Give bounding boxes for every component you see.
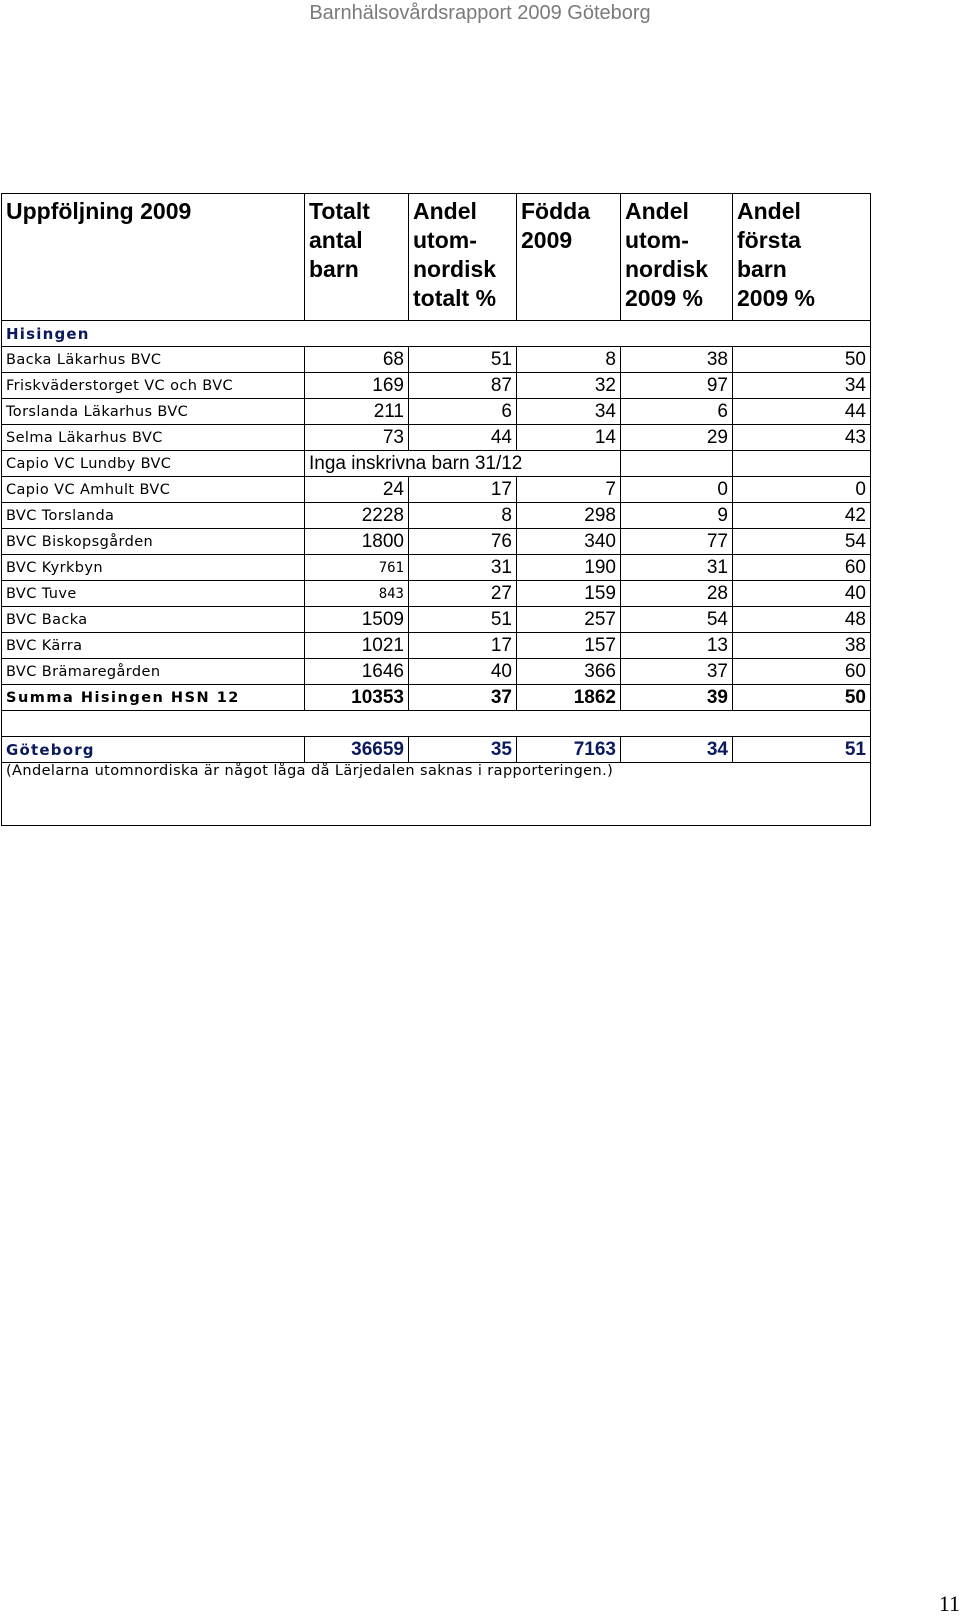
row-label: Friskväderstorget VC och BVC bbox=[2, 373, 305, 399]
table-cell: 14 bbox=[517, 425, 621, 451]
spacer-row bbox=[2, 711, 871, 737]
table-row bbox=[2, 425, 871, 451]
table-cell: 159 bbox=[517, 581, 621, 607]
table-cell: 44 bbox=[733, 399, 871, 425]
header-line: antal bbox=[309, 227, 363, 253]
table-cell: 48 bbox=[733, 607, 871, 633]
table-cell: 761 bbox=[305, 555, 409, 581]
table-row bbox=[2, 477, 871, 503]
table-cell: 298 bbox=[517, 503, 621, 529]
table-cell: 51 bbox=[409, 347, 517, 373]
table-cell: 40 bbox=[409, 659, 517, 685]
report-table bbox=[1, 193, 871, 826]
table-cell: 9 bbox=[621, 503, 733, 529]
spacer-cell bbox=[2, 711, 871, 737]
summary-cell: 10353 bbox=[305, 685, 409, 711]
table-cell: 38 bbox=[733, 633, 871, 659]
row-label: BVC Kärra bbox=[2, 633, 305, 659]
summary-label: Summa Hisingen HSN 12 bbox=[2, 685, 305, 711]
header-line: nordisk bbox=[625, 256, 709, 282]
table-row bbox=[2, 581, 871, 607]
header-andel-utomnordisk-2009 bbox=[621, 194, 733, 321]
total-cell: 34 bbox=[621, 737, 733, 763]
footnote-row bbox=[2, 763, 871, 826]
table-cell: 28 bbox=[621, 581, 733, 607]
header-line: barn bbox=[737, 256, 787, 282]
table-cell: 190 bbox=[517, 555, 621, 581]
table-row bbox=[2, 399, 871, 425]
table-cell: 1646 bbox=[305, 659, 409, 685]
table-cell: 843 bbox=[305, 581, 409, 607]
table-cell bbox=[621, 451, 733, 477]
table-cell: 42 bbox=[733, 503, 871, 529]
total-cell: 35 bbox=[409, 737, 517, 763]
header-line: utom- bbox=[413, 227, 477, 253]
table-cell: 44 bbox=[409, 425, 517, 451]
table-cell: 34 bbox=[733, 373, 871, 399]
header-line: Andel bbox=[413, 198, 477, 224]
table-cell: 340 bbox=[517, 529, 621, 555]
header-andel-forsta-barn bbox=[733, 194, 871, 321]
table-cell: 2228 bbox=[305, 503, 409, 529]
table-cell: 29 bbox=[621, 425, 733, 451]
table-cell: 31 bbox=[409, 555, 517, 581]
table-row bbox=[2, 659, 871, 685]
row-label: BVC Biskopsgården bbox=[2, 529, 305, 555]
header-line: Totalt bbox=[309, 198, 370, 224]
table-row bbox=[2, 633, 871, 659]
table-row bbox=[2, 451, 871, 477]
table-cell: 87 bbox=[409, 373, 517, 399]
row-label: BVC Brämaregården bbox=[2, 659, 305, 685]
header-line: barn bbox=[309, 256, 359, 282]
header-fodda-2009 bbox=[517, 194, 621, 321]
row-label: Capio VC Amhult BVC bbox=[2, 477, 305, 503]
table-cell: 73 bbox=[305, 425, 409, 451]
table-row bbox=[2, 607, 871, 633]
table-cell: 157 bbox=[517, 633, 621, 659]
table-cell: 257 bbox=[517, 607, 621, 633]
table-cell: 17 bbox=[409, 477, 517, 503]
table-cell: 8 bbox=[517, 347, 621, 373]
table-cell: 8 bbox=[409, 503, 517, 529]
table-cell: 68 bbox=[305, 347, 409, 373]
table-cell: 211 bbox=[305, 399, 409, 425]
table-cell: 169 bbox=[305, 373, 409, 399]
header-line: nordisk bbox=[413, 256, 497, 282]
table-cell: 6 bbox=[409, 399, 517, 425]
table-cell: 97 bbox=[621, 373, 733, 399]
table-cell: 7 bbox=[517, 477, 621, 503]
table-cell: 17 bbox=[409, 633, 517, 659]
table-cell bbox=[733, 451, 871, 477]
row-label: BVC Backa bbox=[2, 607, 305, 633]
header-line: första bbox=[737, 227, 801, 253]
table-cell: 1021 bbox=[305, 633, 409, 659]
row-label: BVC Torslanda bbox=[2, 503, 305, 529]
page-header: Barnhälsovårdsrapport 2009 Göteborg bbox=[309, 2, 651, 24]
summary-cell: 1862 bbox=[517, 685, 621, 711]
page-number: 11 bbox=[938, 1591, 960, 1616]
total-cell: 51 bbox=[733, 737, 871, 763]
table-cell: 13 bbox=[621, 633, 733, 659]
header-line: Andel bbox=[737, 198, 801, 224]
table-cell: 34 bbox=[517, 399, 621, 425]
table-cell: 40 bbox=[733, 581, 871, 607]
header-line: utom- bbox=[625, 227, 689, 253]
table-row bbox=[2, 503, 871, 529]
table-cell: 51 bbox=[409, 607, 517, 633]
header-line: Födda bbox=[521, 198, 590, 224]
summary-cell: 39 bbox=[621, 685, 733, 711]
total-cell: 7163 bbox=[517, 737, 621, 763]
header-row bbox=[2, 194, 871, 321]
table-cell: 37 bbox=[621, 659, 733, 685]
table-cell: 0 bbox=[621, 477, 733, 503]
table-cell: 6 bbox=[621, 399, 733, 425]
table-row bbox=[2, 529, 871, 555]
total-row bbox=[2, 737, 871, 763]
table-row bbox=[2, 347, 871, 373]
table-row bbox=[2, 373, 871, 399]
table-cell: 27 bbox=[409, 581, 517, 607]
table-cell: 54 bbox=[621, 607, 733, 633]
section-label: Hisingen bbox=[2, 321, 871, 347]
table-row bbox=[2, 555, 871, 581]
table-cell: 366 bbox=[517, 659, 621, 685]
table-cell: 60 bbox=[733, 659, 871, 685]
summary-cell: 37 bbox=[409, 685, 517, 711]
summary-cell: 50 bbox=[733, 685, 871, 711]
header-line: Andel bbox=[625, 198, 689, 224]
header-line: 2009 bbox=[521, 227, 573, 253]
total-label: Göteborg bbox=[2, 737, 305, 763]
table-cell: 60 bbox=[733, 555, 871, 581]
table-cell: 32 bbox=[517, 373, 621, 399]
table-cell: 76 bbox=[409, 529, 517, 555]
table-cell: 0 bbox=[733, 477, 871, 503]
header-uppfoljning: Uppföljning 2009 bbox=[2, 194, 305, 321]
row-label: BVC Tuve bbox=[2, 581, 305, 607]
table-cell: 31 bbox=[621, 555, 733, 581]
header-line: 2009 % bbox=[737, 285, 816, 311]
footnote: (Andelarna utomnordiska är något låga då Lärjedalen saknas i rapporteringen.) bbox=[2, 763, 871, 826]
summary-row bbox=[2, 685, 871, 711]
table-cell: 50 bbox=[733, 347, 871, 373]
row-label: Backa Läkarhus BVC bbox=[2, 347, 305, 373]
header-andel-utomnordisk-totalt bbox=[409, 194, 517, 321]
table-cell: 24 bbox=[305, 477, 409, 503]
row-label: Selma Läkarhus BVC bbox=[2, 425, 305, 451]
header-line: totalt % bbox=[413, 285, 497, 311]
total-cell: 36659 bbox=[305, 737, 409, 763]
table-cell: 38 bbox=[621, 347, 733, 373]
row-label: Torslanda Läkarhus BVC bbox=[2, 399, 305, 425]
table-cell: 43 bbox=[733, 425, 871, 451]
header-line: 2009 % bbox=[625, 285, 704, 311]
header-totalt-antal-barn bbox=[305, 194, 409, 321]
table-cell: 77 bbox=[621, 529, 733, 555]
row-label: Capio VC Lundby BVC bbox=[2, 451, 305, 477]
row-label: BVC Kyrkbyn bbox=[2, 555, 305, 581]
table-cell: 54 bbox=[733, 529, 871, 555]
row-note: Inga inskrivna barn 31/12 bbox=[305, 451, 621, 477]
section-row bbox=[2, 321, 871, 347]
table-cell: 1509 bbox=[305, 607, 409, 633]
table-cell: 1800 bbox=[305, 529, 409, 555]
